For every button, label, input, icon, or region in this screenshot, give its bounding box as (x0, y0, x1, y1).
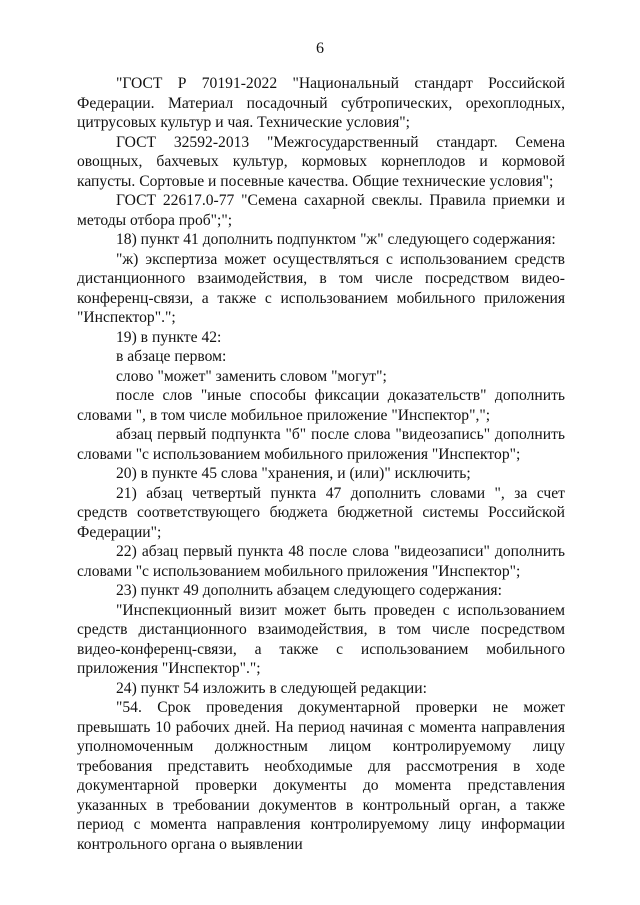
paragraph-gost-70191: "ГОСТ Р 70191-2022 "Национальный стандарт Российской Федерации. Материал посадочный субтропических, орехоплодных, цитрусовых культур и чая. Технические условия"; (77, 75, 565, 131)
paragraph-item-19-word: слово "может" заменить словом "могут"; (116, 367, 387, 385)
paragraph-item-20: 20) в пункте 45 слова "хранения, и (или)" исключить; (116, 465, 471, 482)
paragraph-item-19-first: в абзаце первом: (116, 348, 227, 365)
paragraph-item-18: 18) пункт 41 дополнить подпунктом "ж" следующего содержания: (116, 231, 556, 248)
paragraph-gost-22617: ГОСТ 22617.0-77 "Семена сахарной свеклы. Правила приемки и методы отбора проб";"; (77, 192, 565, 229)
paragraph-item-23-text: "Инспекционный визит может быть проведен с использованием средств дистанционного взаимодействия, в том числе посредством видео-конференц-связи, а также с использованием мобильного приложения "Инспектор"."; (77, 601, 565, 677)
paragraph-item-22: 22) абзац первый пункта 48 после слова "видеозаписи" дополнить словами "с использованием мобильного приложения "Инспектор"; (77, 543, 565, 580)
document-body (77, 74, 565, 854)
paragraph-item-19-subb: абзац первый подпункта "б" после слова "видеозапись" дополнить словами "с использованием мобильного приложения "Инспектор"; (77, 426, 565, 463)
paragraph-item-24-text: "54. Срок проведения документарной проверки не может превышать 10 рабочих дней. На период начиная с момента направления уполномоченным должностным лицом контролируемому лицу требования представить необходимые для рассмотрения в ходе документарной проверки документы до момента представления указанных в требовании документов в контрольный орган, а также период с момента направления контролируемому лицу информации контрольного органа о выявлении (77, 699, 565, 853)
paragraph-item-19-after: после слов "иные способы фиксации доказательств" дополнить словами ", в том числе мобильное приложение "Инспектор","; (77, 387, 565, 424)
page-number: 6 (316, 40, 324, 57)
paragraph-gost-32592: ГОСТ 32592-2013 "Межгосударственный стандарт. Семена овощных, бахчевых культур, кормовых корнеплодов и кормовой капусты. Сортовые и посевные качества. Общие технические условия"; (77, 133, 565, 190)
paragraph-item-19: 19) в пункте 42: (116, 328, 222, 346)
paragraph-item-23: 23) пункт 49 дополнить абзацем следующего содержания: (116, 582, 502, 599)
paragraph-item-21: 21) абзац четвертый пункта 47 дополнить словами ", за счет средств соответствующего бюджета бюджетной системы Российской Федерации"; (77, 484, 565, 541)
paragraph-item-18-text: "ж) экспертиза может осуществляться с использованием средств дистанционного взаимодействия, в том числе посредством видео-конференц-связи, а также с использованием мобильного приложения "Инспектор"."; (77, 250, 565, 326)
paragraph-item-24: 24) пункт 54 изложить в следующей редакции: (116, 679, 427, 697)
